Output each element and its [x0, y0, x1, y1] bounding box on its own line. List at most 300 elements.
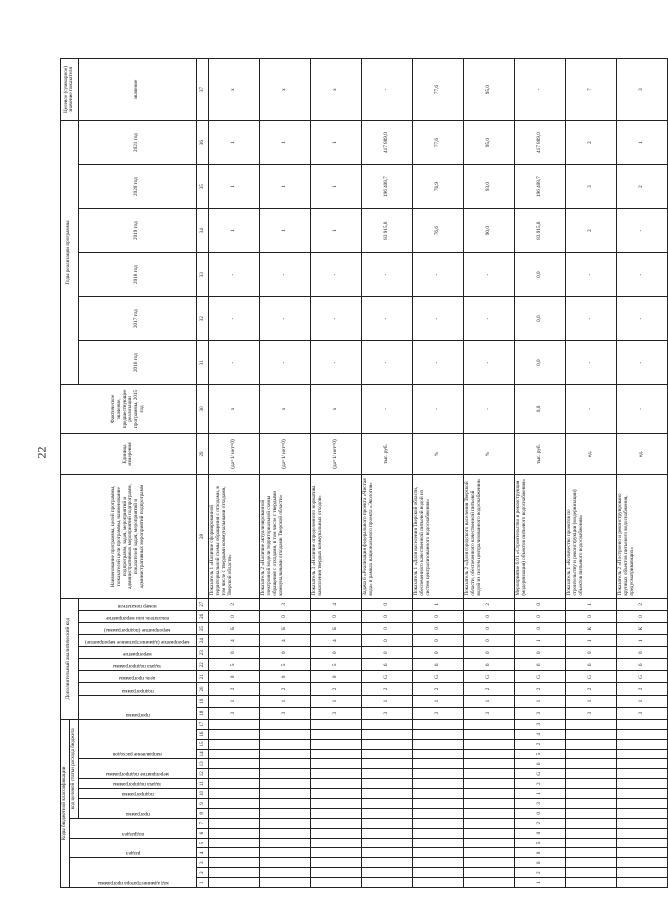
code-cell: 4 — [310, 635, 361, 647]
code-cell: 3 — [514, 719, 565, 729]
code-cell — [208, 789, 259, 799]
page-number: 22 — [34, 446, 49, 459]
table-row — [208, 59, 259, 888]
csr-header: код целевой статьи расхода бюджета — [69, 719, 78, 818]
code-cell: 1 — [616, 695, 667, 707]
row-y2016: - — [361, 341, 412, 385]
code-cell — [361, 798, 412, 808]
code-cell: 1 — [565, 635, 616, 647]
code-cell — [616, 808, 667, 818]
column-number: 37 — [196, 59, 208, 121]
code-cell — [208, 769, 259, 779]
row-y2020: 3 — [565, 165, 616, 209]
code-cell — [259, 769, 310, 779]
code-cell: 2 — [208, 598, 259, 610]
code-cell — [412, 808, 463, 818]
code-cell — [463, 729, 514, 739]
row-y2017: 0,0 — [514, 297, 565, 341]
code-cell: 2 — [514, 779, 565, 789]
code-cell: Б — [310, 622, 361, 634]
row-y2021: 1 — [259, 121, 310, 165]
code-cell — [259, 739, 310, 749]
code-cell — [259, 798, 310, 808]
code-cell: 2 — [361, 683, 412, 695]
a-type-header: показатель или мероприятие — [78, 610, 196, 622]
code-cell: 5 — [514, 749, 565, 759]
row-y2019: - — [616, 209, 667, 253]
code-cell: 1 — [412, 598, 463, 610]
code-cell — [565, 848, 616, 858]
code-cell — [463, 828, 514, 838]
code-cell: 0 — [514, 610, 565, 622]
table-row — [412, 59, 463, 888]
column-number: 29 — [196, 433, 208, 475]
code-cell: 2 — [565, 683, 616, 695]
row-y2016: - — [616, 341, 667, 385]
code-cell — [463, 838, 514, 848]
code-cell: 0 — [514, 808, 565, 818]
code-cell — [412, 729, 463, 739]
code-cell: 6 — [616, 659, 667, 671]
code-cell — [616, 798, 667, 808]
code-cell: 1 — [514, 695, 565, 707]
row-base-value: - — [463, 385, 514, 433]
code-cell — [463, 719, 514, 729]
row-target-value: 3 — [616, 59, 667, 121]
code-cell — [310, 719, 361, 729]
code-cell: 3 — [310, 707, 361, 719]
code-cell — [412, 878, 463, 888]
code-cell — [616, 838, 667, 848]
row-name: Показатель 1 «Наличие сформированной территориальной схемы обращения с отходами, в том числе с твердыми коммунальными отходами, Тверской области» — [208, 475, 259, 598]
code-cell: G — [565, 671, 616, 683]
column-number: 28 — [196, 475, 208, 598]
code-cell: 5 — [310, 659, 361, 671]
code-cell — [565, 759, 616, 769]
code-cell — [616, 729, 667, 739]
code-cell — [565, 858, 616, 868]
admin-code-header: код администратора программы — [69, 858, 196, 888]
code-cell: 0 — [463, 647, 514, 659]
code-cell: 0 — [412, 647, 463, 659]
code-cell — [208, 739, 259, 749]
code-cell: 0 — [259, 671, 310, 683]
row-y2021: 1 — [616, 121, 667, 165]
row-y2018: - — [565, 253, 616, 297]
code-cell — [259, 828, 310, 838]
a-pod-header: мероприятие (подпрограммы) — [78, 622, 196, 634]
code-cell — [259, 818, 310, 828]
row-y2016: - — [412, 341, 463, 385]
column-number: 4 — [196, 848, 208, 858]
program-table — [60, 58, 668, 888]
column-number: 34 — [196, 209, 208, 253]
code-cell — [565, 779, 616, 789]
fin-header: Фактическое значение, предшествующее реализации программы, 2015 год — [61, 385, 197, 433]
row-y2017: - — [208, 297, 259, 341]
budget-classification-header: Коды бюджетной классификации — [61, 719, 70, 887]
code-cell — [616, 739, 667, 749]
code-cell — [616, 878, 667, 888]
code-cell — [565, 818, 616, 828]
code-cell: 2 — [514, 683, 565, 695]
code-cell — [412, 858, 463, 868]
code-cell — [208, 759, 259, 769]
column-number: 32 — [196, 297, 208, 341]
table-row — [565, 59, 616, 888]
column-number: 9 — [196, 798, 208, 808]
row-y2021: 417 889,0 — [514, 121, 565, 165]
code-cell: 0 — [361, 635, 412, 647]
a-subprog-header: подпрограмма — [78, 683, 196, 695]
code-cell — [616, 818, 667, 828]
row-y2020: 2 — [616, 165, 667, 209]
code-cell: 2 — [208, 683, 259, 695]
year-2017-header: 2017 год — [78, 297, 196, 341]
code-cell: 1 — [310, 695, 361, 707]
row-y2016: - — [463, 341, 514, 385]
code-cell — [565, 828, 616, 838]
code-cell: 3 — [412, 707, 463, 719]
column-number: 17 — [196, 719, 208, 729]
code-cell — [463, 769, 514, 779]
code-cell — [412, 719, 463, 729]
row-y2021: 1 — [208, 121, 259, 165]
code-cell — [208, 818, 259, 828]
row-y2017: - — [412, 297, 463, 341]
code-cell: 0 — [208, 647, 259, 659]
code-cell — [259, 808, 310, 818]
code-cell — [463, 858, 514, 868]
code-cell — [259, 719, 310, 729]
code-cell: 0 — [565, 647, 616, 659]
row-base-value: х — [208, 385, 259, 433]
column-number: 6 — [196, 828, 208, 838]
column-number: 2 — [196, 868, 208, 878]
row-name: Показатель 3 «Наличие определенного норматива накопления твердых коммунальных отходов» — [310, 475, 361, 598]
row-base-value: - — [616, 385, 667, 433]
code-cell: 0 — [514, 858, 565, 868]
csr-meropr-header: мероприятие подпрограммы — [78, 759, 196, 779]
code-cell — [565, 798, 616, 808]
code-cell — [463, 759, 514, 769]
column-number: 30 — [196, 385, 208, 433]
year-2018-header: 2018 год — [78, 253, 196, 297]
table-row — [616, 59, 667, 888]
table-row — [259, 59, 310, 888]
row-y2018: - — [463, 253, 514, 297]
code-cell — [565, 808, 616, 818]
code-cell — [310, 729, 361, 739]
code-cell: 3 — [259, 598, 310, 610]
code-cell: 0 — [616, 647, 667, 659]
code-cell — [310, 808, 361, 818]
code-cell — [412, 739, 463, 749]
year-2021-header: 2021 год — [78, 121, 196, 165]
code-cell: 2 — [514, 868, 565, 878]
code-cell — [412, 769, 463, 779]
code-cell — [361, 868, 412, 878]
code-cell — [463, 739, 514, 749]
row-target-value: х — [259, 59, 310, 121]
code-cell — [361, 759, 412, 769]
row-y2020: 1 — [310, 165, 361, 209]
code-cell — [310, 838, 361, 848]
code-cell: 0 — [310, 671, 361, 683]
row-y2020: 196 408,7 — [361, 165, 412, 209]
table-row — [361, 59, 412, 888]
code-cell — [361, 719, 412, 729]
column-number: 10 — [196, 789, 208, 799]
code-cell: 0 — [463, 610, 514, 622]
code-cell: Б — [259, 622, 310, 634]
a-admin-header: мероприятие (административное мероприятие) — [78, 635, 196, 647]
code-cell: 1 — [514, 878, 565, 888]
code-cell: 0 — [310, 647, 361, 659]
code-cell — [361, 739, 412, 749]
column-number: 8 — [196, 808, 208, 818]
column-number: 16 — [196, 729, 208, 739]
code-cell — [565, 868, 616, 878]
code-cell — [412, 789, 463, 799]
code-cell: 0 — [514, 598, 565, 610]
column-number: 26 — [196, 610, 208, 622]
column-number: 19 — [196, 695, 208, 707]
a-meropr-header: мероприятие — [78, 647, 196, 659]
code-cell: Б — [208, 622, 259, 634]
code-cell: 6 — [565, 659, 616, 671]
code-cell — [310, 848, 361, 858]
code-cell: 0 — [463, 622, 514, 634]
code-cell: К — [565, 622, 616, 634]
row-y2017: - — [361, 297, 412, 341]
code-cell: 6 — [463, 659, 514, 671]
code-cell: G — [463, 671, 514, 683]
code-cell: 0 — [310, 610, 361, 622]
row-y2018: - — [259, 253, 310, 297]
code-cell — [361, 858, 412, 868]
row-y2020: 1 — [259, 165, 310, 209]
year-2020-header: 2020 год — [78, 165, 196, 209]
row-unit: ед. — [616, 433, 667, 475]
code-cell: 2 — [514, 739, 565, 749]
code-cell — [565, 729, 616, 739]
code-cell — [412, 798, 463, 808]
code-cell — [361, 779, 412, 789]
code-cell: 1 — [616, 635, 667, 647]
name-header: Наименование программы, целей программы, показателей цели программы, наименование подпрограмм, задач, мероприятий и административных мероприятий подпрограмм, показателей задач, мероприятий и административных мероприятий подпрограмм — [61, 475, 197, 598]
code-cell: 0 — [208, 610, 259, 622]
code-cell: 0 — [616, 610, 667, 622]
code-cell: 6 — [514, 759, 565, 769]
table-row — [514, 59, 565, 888]
row-base-value: х — [259, 385, 310, 433]
csr-prog-header: программа — [78, 798, 196, 818]
code-cell: 2 — [463, 598, 514, 610]
column-number: 23 — [196, 647, 208, 659]
rzd-header: раздел — [69, 838, 196, 858]
code-cell — [361, 769, 412, 779]
code-cell — [463, 779, 514, 789]
row-y2020: 76,9 — [412, 165, 463, 209]
code-cell: 1 — [463, 695, 514, 707]
row-y2019: 83 915,8 — [361, 209, 412, 253]
row-target-value: 95,0 — [463, 59, 514, 121]
code-cell — [361, 828, 412, 838]
code-cell: 3 — [616, 707, 667, 719]
code-cell: 3 — [514, 798, 565, 808]
code-cell: 2 — [412, 683, 463, 695]
table-row — [310, 59, 361, 888]
code-cell: 3 — [565, 707, 616, 719]
row-name: Мероприятие 6.01 «Строительство и реконструкция (модернизация) объектов питьевого водоснабжения» — [514, 475, 565, 598]
analytic-code-header: Дополнительный аналитический код — [61, 598, 79, 719]
code-cell: 1 — [565, 598, 616, 610]
column-number: 14 — [196, 749, 208, 759]
row-y2019: 83 915,8 — [514, 209, 565, 253]
code-cell — [565, 739, 616, 749]
row-y2019: 76,6 — [412, 209, 463, 253]
target-value-header: значение — [78, 59, 196, 121]
code-cell — [208, 858, 259, 868]
code-cell — [463, 808, 514, 818]
code-cell: 0 — [361, 610, 412, 622]
row-y2018: 0,0 — [514, 253, 565, 297]
row-base-value: - — [565, 385, 616, 433]
code-cell — [412, 779, 463, 789]
code-cell — [616, 828, 667, 838]
code-cell: 0 — [514, 848, 565, 858]
code-cell — [412, 749, 463, 759]
row-unit: (да=1/ нет=0) — [208, 433, 259, 475]
code-cell — [259, 779, 310, 789]
a-prog-header: программа — [78, 695, 196, 719]
column-number: 31 — [196, 341, 208, 385]
row-y2018: - — [616, 253, 667, 297]
code-cell: 0 — [361, 622, 412, 634]
code-cell: 1 — [514, 789, 565, 799]
code-cell: G — [514, 671, 565, 683]
row-y2017: - — [310, 297, 361, 341]
row-unit: ед. — [565, 433, 616, 475]
row-unit: тыс. руб. — [514, 433, 565, 475]
code-cell: 4 — [208, 635, 259, 647]
row-y2018: - — [412, 253, 463, 297]
table-body — [196, 59, 667, 888]
code-cell — [412, 818, 463, 828]
row-y2019: 1 — [310, 209, 361, 253]
code-cell — [565, 749, 616, 759]
code-cell — [616, 779, 667, 789]
row-y2016: - — [208, 341, 259, 385]
code-cell: 0 — [463, 635, 514, 647]
row-target-value: 7 — [565, 59, 616, 121]
code-cell: 3 — [463, 707, 514, 719]
code-cell — [310, 798, 361, 808]
code-cell — [208, 749, 259, 759]
row-y2018: - — [208, 253, 259, 297]
code-cell — [310, 749, 361, 759]
code-cell: 0 — [361, 598, 412, 610]
prz-header: подраздел — [69, 818, 196, 838]
code-cell — [259, 789, 310, 799]
year-2019-header: 2019 год — [78, 209, 196, 253]
years-header: Годы реализации программы — [61, 121, 79, 385]
column-number: 36 — [196, 121, 208, 165]
column-number: 25 — [196, 622, 208, 634]
row-y2017: - — [565, 297, 616, 341]
csr-direction-header: направление расходов — [78, 719, 196, 759]
code-cell — [310, 779, 361, 789]
code-cell — [412, 838, 463, 848]
code-cell: 0 — [412, 610, 463, 622]
code-cell: 1 — [412, 695, 463, 707]
row-name: Показатель 1 «Количество проектов по строительству и реконструкции (модернизации) объектов питьевого водоснабжения» — [565, 475, 616, 598]
code-cell — [361, 808, 412, 818]
code-cell: 5 — [208, 659, 259, 671]
column-number: 35 — [196, 165, 208, 209]
code-cell — [463, 878, 514, 888]
code-cell: 2 — [616, 683, 667, 695]
row-target-value: х — [208, 59, 259, 121]
code-cell — [208, 729, 259, 739]
code-cell: К — [616, 622, 667, 634]
code-cell — [616, 848, 667, 858]
row-base-value: х — [310, 385, 361, 433]
code-cell — [208, 798, 259, 808]
column-number-row — [196, 59, 208, 888]
code-cell — [259, 838, 310, 848]
code-cell — [208, 848, 259, 858]
code-cell — [310, 789, 361, 799]
table-row — [463, 59, 514, 888]
code-cell — [259, 868, 310, 878]
code-cell: 4 — [514, 729, 565, 739]
code-cell — [412, 848, 463, 858]
column-number: 21 — [196, 671, 208, 683]
row-base-value: 0,0 — [514, 385, 565, 433]
code-cell: 5 — [514, 838, 565, 848]
code-cell: 6 — [412, 659, 463, 671]
row-y2021: 1 — [310, 121, 361, 165]
row-target-value: - — [361, 59, 412, 121]
code-cell — [259, 759, 310, 769]
code-cell — [565, 838, 616, 848]
code-cell — [208, 868, 259, 878]
row-name: Показатель 2 «Наличие актуализированной электронной модели территориальной схемы обращения с отходами, в том числе с твердыми коммунальными отходами Тверской области» — [259, 475, 310, 598]
row-name: Показатель 2 «Построено и реконструировано крупных объектов питьевого водоснабжения, предусматривающих» — [616, 475, 667, 598]
code-cell: 1 — [565, 695, 616, 707]
code-cell: 4 — [259, 635, 310, 647]
code-cell — [616, 759, 667, 769]
code-cell: 0 — [514, 647, 565, 659]
row-y2016: - — [565, 341, 616, 385]
code-cell — [208, 838, 259, 848]
code-cell — [412, 868, 463, 878]
code-cell: 2 — [259, 683, 310, 695]
target-header: Целевое (суммарное) значение показателя — [61, 59, 79, 121]
row-unit: (да=1/ нет=0) — [259, 433, 310, 475]
column-number: 22 — [196, 659, 208, 671]
code-cell: 0 — [259, 647, 310, 659]
code-cell — [310, 868, 361, 878]
row-base-value: - — [412, 385, 463, 433]
year-2016-header: 2016 год — [78, 341, 196, 385]
code-cell: 3 — [208, 707, 259, 719]
code-cell: 3 — [514, 707, 565, 719]
code-cell: 2 — [310, 683, 361, 695]
code-cell: 6 — [361, 659, 412, 671]
